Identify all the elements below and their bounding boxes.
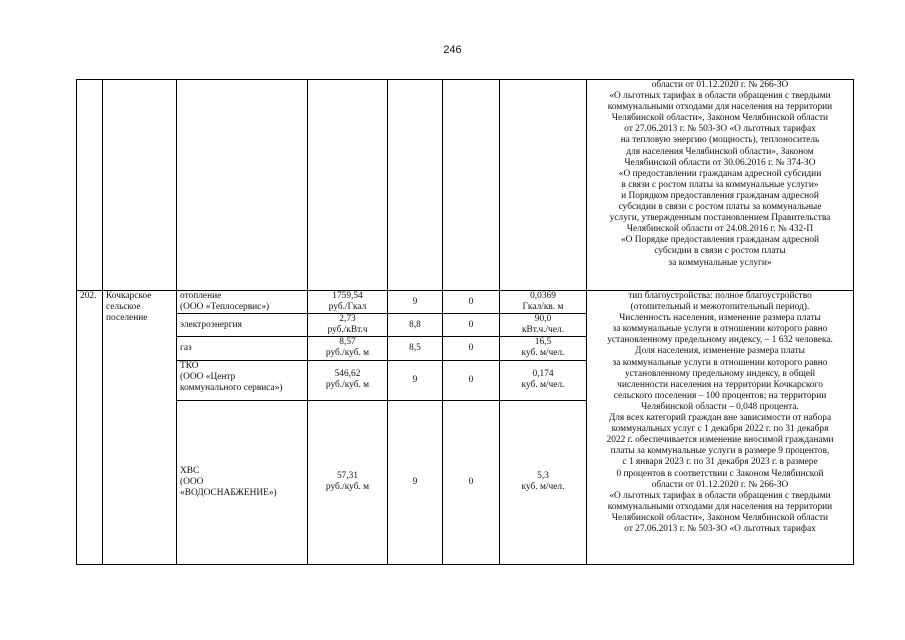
- service-index: 9: [388, 360, 443, 400]
- note-line: Челябинской области от 30.06.2016 г. № 374-ЗО: [624, 157, 816, 168]
- tariff-table: [76, 79, 854, 565]
- note-line: сельского поселения – 100 процентов; на территории: [613, 390, 827, 401]
- top-note-cell: [587, 80, 854, 291]
- service-name: отопление (ООО «Теплосервис»): [177, 291, 308, 314]
- service-zero: 0: [443, 337, 500, 360]
- service-name: ХВС (ООО «ВОДОСНАБЖЕНИЕ»): [177, 400, 308, 564]
- service-row-heating: [77, 291, 854, 314]
- service-index: 9: [388, 291, 443, 314]
- note-line: Доля населения, изменение размера платы: [635, 346, 805, 357]
- note-line: «О льготных тарифах в области обращения с твердыми: [609, 490, 831, 501]
- note-line: численности населения на территории Кочкарского: [617, 379, 823, 390]
- cont-cell-norm: [500, 80, 587, 291]
- row-number: 202.: [77, 291, 103, 565]
- service-zero: 0: [443, 400, 500, 564]
- service-tariff: 1759,54 руб./Гкал: [308, 291, 388, 314]
- note-line: услуги, утвержденным постановлением Правительства: [609, 213, 831, 224]
- note-line: субсидии в связи с ростом платы: [654, 246, 786, 257]
- note-line: «О льготных тарифах в области обращения с твердыми: [609, 91, 831, 102]
- cont-cell-index: [388, 80, 443, 291]
- service-name: газ: [177, 337, 308, 360]
- note-line: с 1 января 2023 г. по 31 декабря 2023 г. в размере: [622, 457, 818, 468]
- service-tariff: 546,62 руб./куб. м: [308, 360, 388, 400]
- note-line: 0 процентов в соответствии с Законом Челябинской: [616, 468, 824, 479]
- note-line: платы за коммунальные услуги в размере 9 процентов,: [610, 446, 830, 457]
- service-zero: 0: [443, 360, 500, 400]
- note-line: Челябинской области», Законом Челябинской области: [611, 113, 829, 124]
- note-line: коммунальных услуг с 1 декабря 2022 г. по 31 декабря: [611, 424, 829, 435]
- note-line: установленному предельному индексу, – 1 632 человека.: [607, 335, 833, 346]
- note-line: коммунальными отходами для населения на территории: [607, 102, 833, 113]
- service-tariff: 57,31 руб./куб. м: [308, 400, 388, 564]
- page-number: 246: [443, 44, 462, 56]
- note-line: за коммунальные услуги»: [668, 257, 772, 268]
- note-line: установленному предельному индексу, в общей: [624, 368, 816, 379]
- note-line: в связи с ростом платы за коммунальные услуги»: [621, 179, 819, 190]
- note-line: от 27.06.2013 г. № 503-ЗО «О льготных тарифах: [624, 523, 816, 534]
- cont-cell-service: [177, 80, 308, 291]
- service-name: ТКО (ООО «Центр коммунального сервиса»): [177, 360, 308, 400]
- row-note: [590, 291, 850, 535]
- note-line: тип благоустройства: полное благоустройство: [628, 291, 812, 301]
- settlement-name: Кочкарское сельское поселение: [103, 291, 177, 565]
- note-line: за коммунальные услуги в отношении которого равно: [612, 324, 828, 335]
- note-line: от 27.06.2013 г. № 503-ЗО «О льготных тарифах: [624, 124, 816, 135]
- note-line: области от 01.12.2020 г. № 266-ЗО: [651, 479, 789, 490]
- note-line: Численность населения, изменение размера платы: [619, 313, 821, 324]
- note-line: и Порядком предоставления гражданам адресной: [621, 190, 819, 201]
- note-line: на тепловую энергию (мощность), теплоноситель: [620, 135, 820, 146]
- top-note: [590, 80, 850, 269]
- service-tariff: 8,57 руб./куб. м: [308, 337, 388, 360]
- service-norm: 16,5 куб. м/чел.: [500, 337, 587, 360]
- service-norm: 5,3 куб. м/чел.: [500, 400, 587, 564]
- service-tariff: 2,73 руб./кВт.ч: [308, 314, 388, 337]
- note-line: «О предоставлении гражданам адресной субсидии: [618, 168, 822, 179]
- note-line: для населения Челябинской области», Законом: [626, 146, 814, 157]
- note-line: области от 01.12.2020 г. № 266-ЗО: [651, 80, 789, 90]
- service-zero: 0: [443, 314, 500, 337]
- note-line: «О Порядке предоставления гражданам адресной: [620, 235, 820, 246]
- cont-cell-tariff: [308, 80, 388, 291]
- note-line: (отопительный и межотопительный период).: [630, 302, 810, 313]
- note-line: субсидии в связи с ростом платы за коммунальные: [618, 202, 822, 213]
- service-zero: 0: [443, 291, 500, 314]
- service-index: 8,5: [388, 337, 443, 360]
- service-index: 8,8: [388, 314, 443, 337]
- service-norm: 0,0369 Гкал/кв. м: [500, 291, 587, 314]
- note-line: Челябинской области», Законом Челябинской области: [611, 512, 829, 523]
- service-norm: 90,0 кВт.ч./чел.: [500, 314, 587, 337]
- note-line: Для всех категорий граждан вне зависимости от набора: [608, 413, 832, 424]
- service-index: 9: [388, 400, 443, 564]
- service-norm: 0,174 куб. м/чел.: [500, 360, 587, 400]
- row-note-cell: [587, 291, 854, 565]
- note-line: 2022 г. обеспечивается изменение вносимой гражданами: [606, 435, 834, 446]
- note-line: коммунальными отходами для населения на территории: [607, 501, 833, 512]
- continuation-row: [77, 80, 854, 291]
- cont-cell-zero: [443, 80, 500, 291]
- cont-cell-settlement: [103, 80, 177, 291]
- service-name: электроэнергия: [177, 314, 308, 337]
- note-line: Челябинской области – 0,048 процента.: [641, 401, 799, 412]
- note-line: Челябинской области от 24.08.2016 г. № 432-П: [626, 224, 814, 235]
- cont-cell-number: [77, 80, 103, 291]
- note-line: за коммунальные услуги в отношении которого равно: [612, 357, 828, 368]
